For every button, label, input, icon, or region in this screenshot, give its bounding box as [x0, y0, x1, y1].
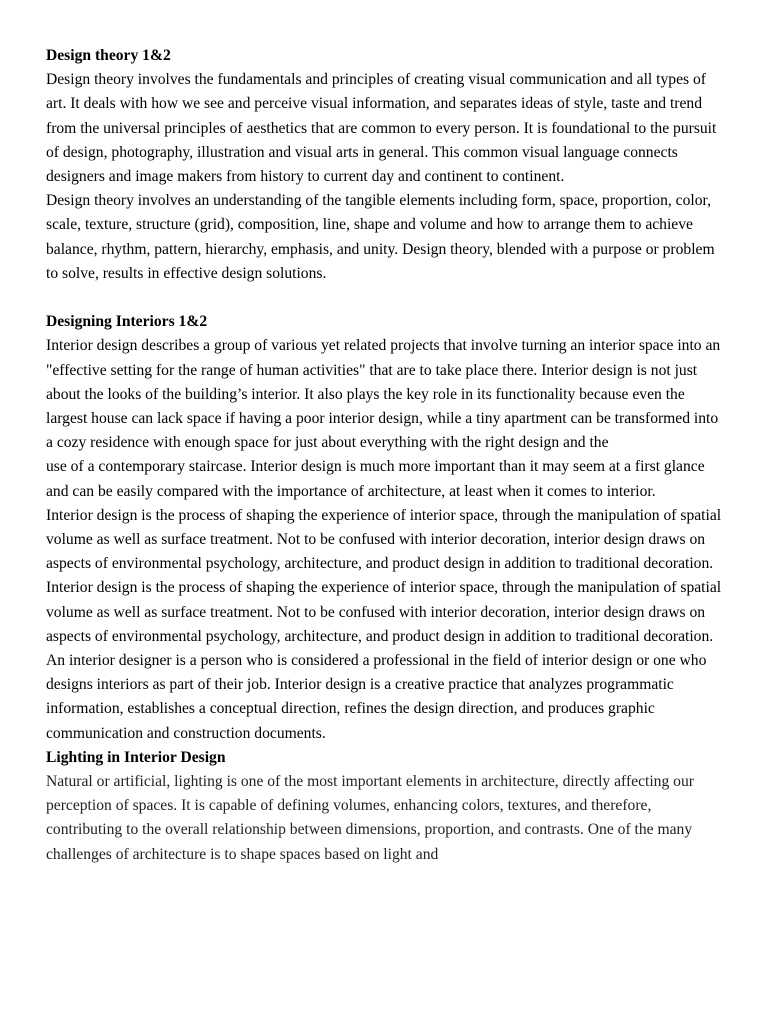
- section-heading: Designing Interiors 1&2: [46, 313, 208, 331]
- paragraph: Interior design is the process of shaping the experience of interior space, through the manipulation of spatial volume as well as surface treatment. Not to be confused with interior decoration, interior design draws on aspects of environmental psychology, architecture, and product design in addition to traditional decoration.: [46, 506, 722, 573]
- section-heading: Lighting in Interior Design: [46, 748, 226, 766]
- paragraph: Natural or artificial, lighting is one of the most important elements in architecture, directly affecting our perception of spaces. It is capable of defining volumes, enhancing colors, textures, and therefore, contributing to the overall relationship between dimensions, proportion, and contrasts. One of the many challenges of architecture is to shape spaces based on light and: [46, 773, 694, 863]
- section-spacer: [46, 286, 726, 310]
- paragraph: Interior design is the process of shaping the experience of interior space, through the manipulation of spatial volume as well as surface treatment. Not to be confused with interior decoration, interior design draws on aspects of environmental psychology, architecture, and product design in addition to traditional decoration. An interior designer is a person who is considered a professional in the field of interior design or one who designs interiors as part of their job. Interior design is a creative practice that analyzes programmatic information, establishes a conceptual direction, refines the design direction, and produces graphic communication and construction documents.: [46, 579, 722, 742]
- paragraph: Interior design describes a group of various yet related projects that involve turning an interior space into an "effective setting for the range of human activities" that are to take place there. Interior design is not just about the looks of the building’s interior. It also plays the key role in its functionality because even the largest house can lack space if having a poor interior design, while a tiny apartment can be transformed into a cozy residence with enough space for just about everything with the right design and the: [46, 337, 721, 452]
- paragraph: Design theory involves the fundamentals and principles of creating visual communication and all types of art. It deals with how we see and perceive visual information, and separates ideas of style, taste and trend from the universal principles of aesthetics that are common to every person. It is foundational to the pursuit of design, photography, illustration and visual arts in general. This common visual language connects designers and image makers from history to current day and continent to continent.: [46, 71, 717, 186]
- section-heading: Design theory 1&2: [46, 47, 171, 64]
- section-designing-interiors: [46, 310, 726, 746]
- document-page: [46, 44, 726, 867]
- paragraph: Design theory involves an understanding of the tangible elements including form, space, proportion, color, scale, texture, structure (grid), composition, line, shape and volume and how to arrange them to achieve balance, rhythm, pattern, hierarchy, emphasis, and unity. Design theory, blended with a purpose or problem to solve, results in effective design solutions.: [46, 192, 715, 282]
- section-design-theory: [46, 44, 726, 286]
- section-lighting: [46, 746, 726, 867]
- paragraph: use of a contemporary staircase. Interior design is much more important than it may seem at a first glance and can be easily compared with the importance of architecture, at least when it comes to interior.: [46, 458, 705, 500]
